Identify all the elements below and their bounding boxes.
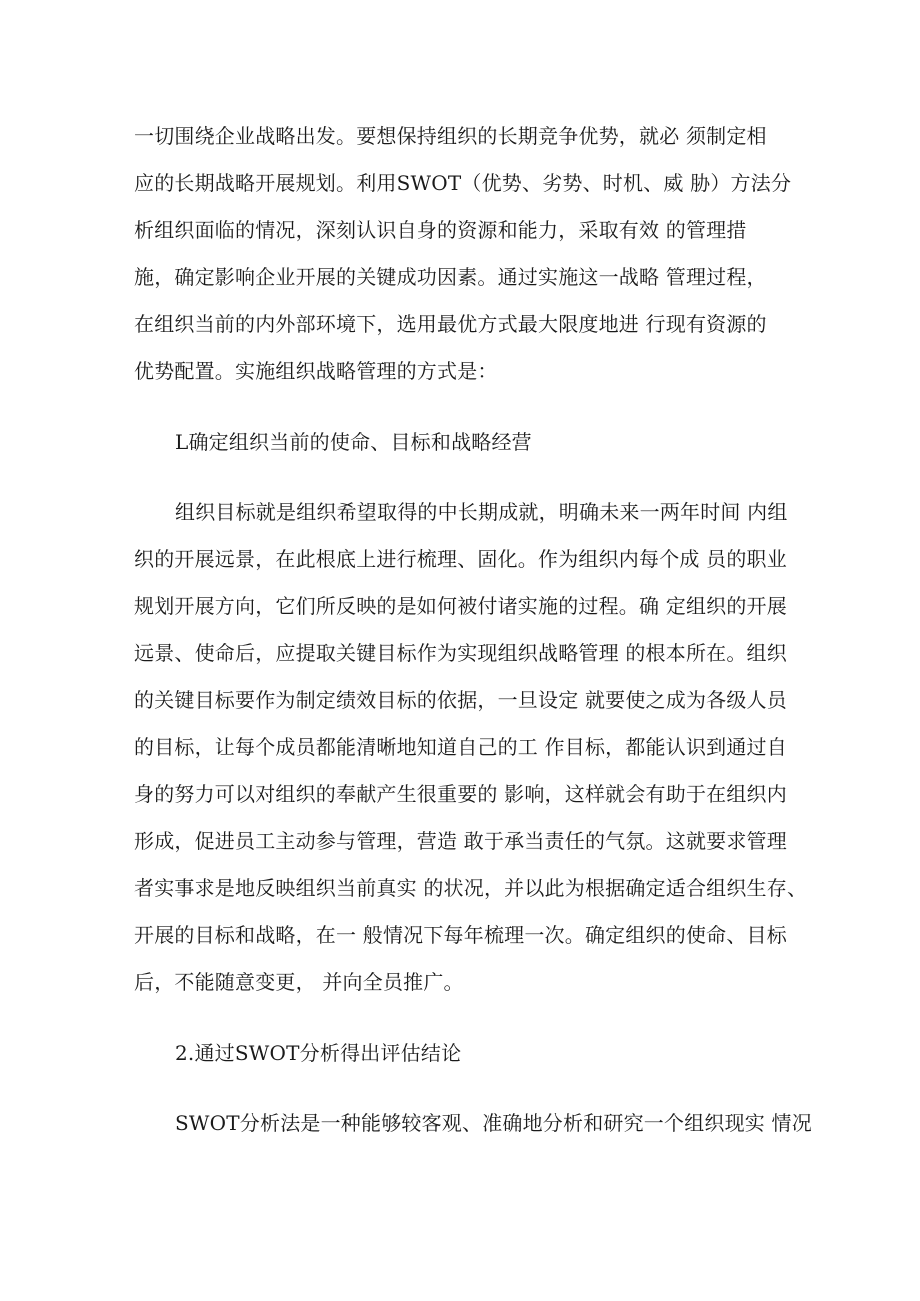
paragraph-1-line-6: 优势配置。实施组织战略管理的方式是：: [134, 359, 498, 383]
paragraph-2-line-2: 织的开展远景，在此根底上进行梳理、固化。作为组织内每个成 员的职业: [134, 547, 787, 571]
paragraph-3-line-1: SWOT分析法是一种能够较客观、准确地分析和研究一个组织现实 情况: [175, 1111, 812, 1135]
paragraph-1-line-5: 在组织当前的内外部环境下，选用最优方式最大限度地进 行现有资源的: [134, 312, 767, 336]
paragraph-1-line-1: 一切围绕企业战略出发。要想保持组织的长期竞争优势，就必 须制定相: [134, 124, 767, 148]
paragraph-2-line-5: 的关键目标要作为制定绩效目标的依据，一旦设定 就要使之成为各级人员: [134, 688, 787, 712]
section-heading-1: L确定组织当前的使命、目标和战略经营: [175, 430, 532, 454]
paragraph-2-line-10: 开展的目标和战略，在一 般情况下每年梳理一次。确定组织的使命、目标: [134, 923, 787, 947]
paragraph-2-line-1: 组织目标就是组织希望取得的中长期成就，明确未来一两年时间 内组: [175, 500, 788, 524]
paragraph-2-line-3: 规划开展方向，它们所反映的是如何被付诸实施的过程。确 定组织的开展: [134, 594, 787, 618]
paragraph-2-line-9: 者实事求是地反映组织当前真实 的状况，并以此为根据确定适合组织生存、: [134, 876, 808, 900]
paragraph-2-line-6: 的目标，让每个成员都能清晰地知道自己的工 作目标，都能认识到通过自: [134, 735, 787, 759]
paragraph-2-line-4: 远景、使命后，应提取关键目标作为实现组织战略管理 的根本所在。组织: [134, 641, 787, 665]
section-heading-2: 2.通过SWOT分析得出评估结论: [175, 1041, 462, 1065]
paragraph-2-line-11: 后，不能随意变更， 并向全员推广。: [134, 970, 464, 994]
paragraph-1-line-4: 施，确定影响企业开展的关键成功因素。通过实施这一战略 管理过程，: [134, 265, 767, 289]
paragraph-2-line-8: 形成，促进员工主动参与管理，营造 敢于承当责任的气氛。这就要求管理: [134, 829, 787, 853]
paragraph-1-line-3: 析组织面临的情况，深刻认识自身的资源和能力，采取有效 的管理措: [134, 218, 747, 242]
paragraph-1-line-2: 应的长期战略开展规划。利用SWOT（优势、劣势、时机、威 胁）方法分: [134, 171, 792, 195]
paragraph-2-line-7: 身的努力可以对组织的奉献产生很重要的 影响，这样就会有助于在组织内: [134, 782, 787, 806]
